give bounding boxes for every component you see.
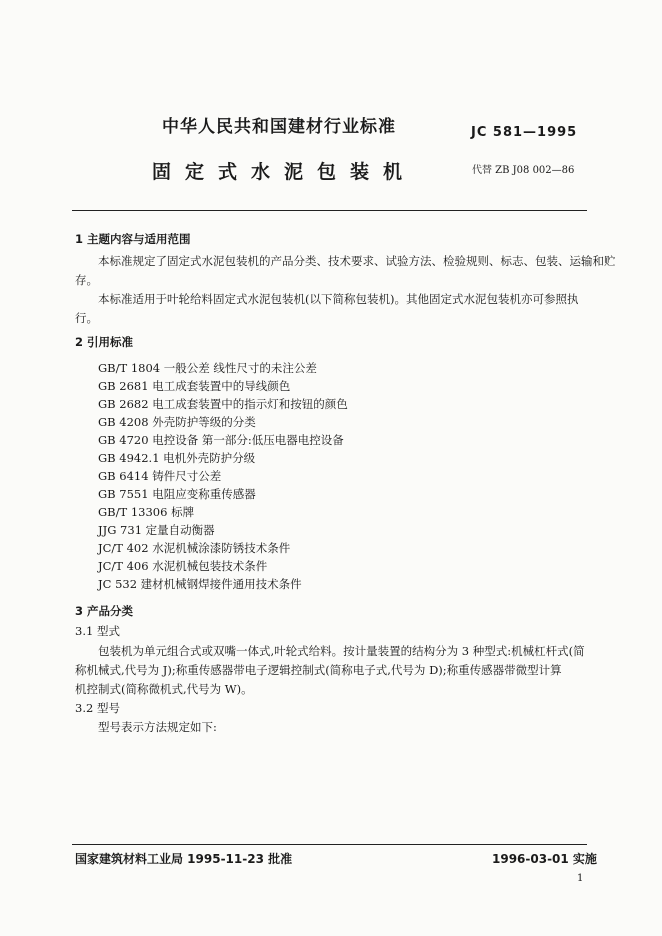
reference-item: GB 4208 外壳防护等级的分类 bbox=[98, 415, 256, 429]
subsection-3-1-heading: 3.1 型式 bbox=[75, 624, 120, 638]
subsection-3-2-heading: 3.2 型号 bbox=[75, 701, 120, 715]
approval-date: 国家建筑材料工业局 1995-11-23 批准 bbox=[75, 852, 293, 866]
section-2-heading: 2 引用标准 bbox=[75, 335, 134, 349]
section-1-para-1-line-1: 本标准规定了固定式水泥包装机的产品分类、技术要求、试验方法、检验规则、标志、包装、运输和贮 bbox=[98, 254, 616, 268]
subsection-3-2-line-1: 型号表示方法规定如下: bbox=[98, 720, 217, 734]
reference-item: JJG 731 定量自动衡器 bbox=[98, 523, 215, 537]
section-3-heading: 3 产品分类 bbox=[75, 604, 134, 618]
reference-item: GB 2682 电工成套装置中的指示灯和按钮的颜色 bbox=[98, 397, 348, 411]
standard-code: JC 581—1995 bbox=[471, 125, 578, 140]
reference-item: GB 7551 电阻应变称重传感器 bbox=[98, 487, 256, 501]
replaces-note: 代替 ZB J08 002—86 bbox=[472, 165, 575, 176]
issuing-body-title: 中华人民共和国建材行业标准 bbox=[162, 117, 396, 137]
document-title: 固定式水泥包装机 bbox=[152, 161, 417, 183]
subsection-3-1-line-1: 包装机为单元组合式或双嘴一体式,叶轮式给料。按计量装置的结构分为 3 种型式:机械杠杆式(简 bbox=[98, 644, 585, 658]
section-1-para-2-line-1: 本标准适用于叶轮给料固定式水泥包装机(以下简称包装机)。其他固定式水泥包装机亦可参照执 bbox=[98, 292, 579, 306]
subsection-3-1-line-3: 机控制式(简称微机式,代号为 W)。 bbox=[75, 682, 253, 696]
section-1-heading: 1 主题内容与适用范围 bbox=[75, 232, 191, 246]
reference-item: GB 2681 电工成套装置中的导线颜色 bbox=[98, 379, 291, 393]
reference-item: GB 4720 电控设备 第一部分:低压电器电控设备 bbox=[98, 433, 344, 447]
footer-divider bbox=[72, 844, 587, 845]
section-1-para-1-line-2: 存。 bbox=[75, 273, 98, 287]
reference-item: GB/T 13306 标牌 bbox=[98, 505, 195, 519]
reference-item: GB 6414 铸件尺寸公差 bbox=[98, 469, 222, 483]
reference-item: JC/T 402 水泥机械涂漆防锈技术条件 bbox=[98, 541, 291, 555]
effective-date: 1996-03-01 实施 bbox=[492, 852, 597, 866]
reference-item: JC/T 406 水泥机械包装技术条件 bbox=[98, 559, 268, 573]
header-divider bbox=[72, 210, 587, 211]
reference-item: GB/T 1804 一般公差 线性尺寸的未注公差 bbox=[98, 361, 317, 375]
reference-item: GB 4942.1 电机外壳防护分级 bbox=[98, 451, 256, 465]
section-1-para-2-line-2: 行。 bbox=[75, 311, 98, 325]
page-number: 1 bbox=[577, 873, 584, 884]
subsection-3-1-line-2: 称机械式,代号为 J);称重传感器带电子逻辑控制式(简称电子式,代号为 D);称重传感器带微型计算 bbox=[75, 663, 562, 677]
reference-item: JC 532 建材机械钢焊接件通用技术条件 bbox=[98, 577, 302, 591]
